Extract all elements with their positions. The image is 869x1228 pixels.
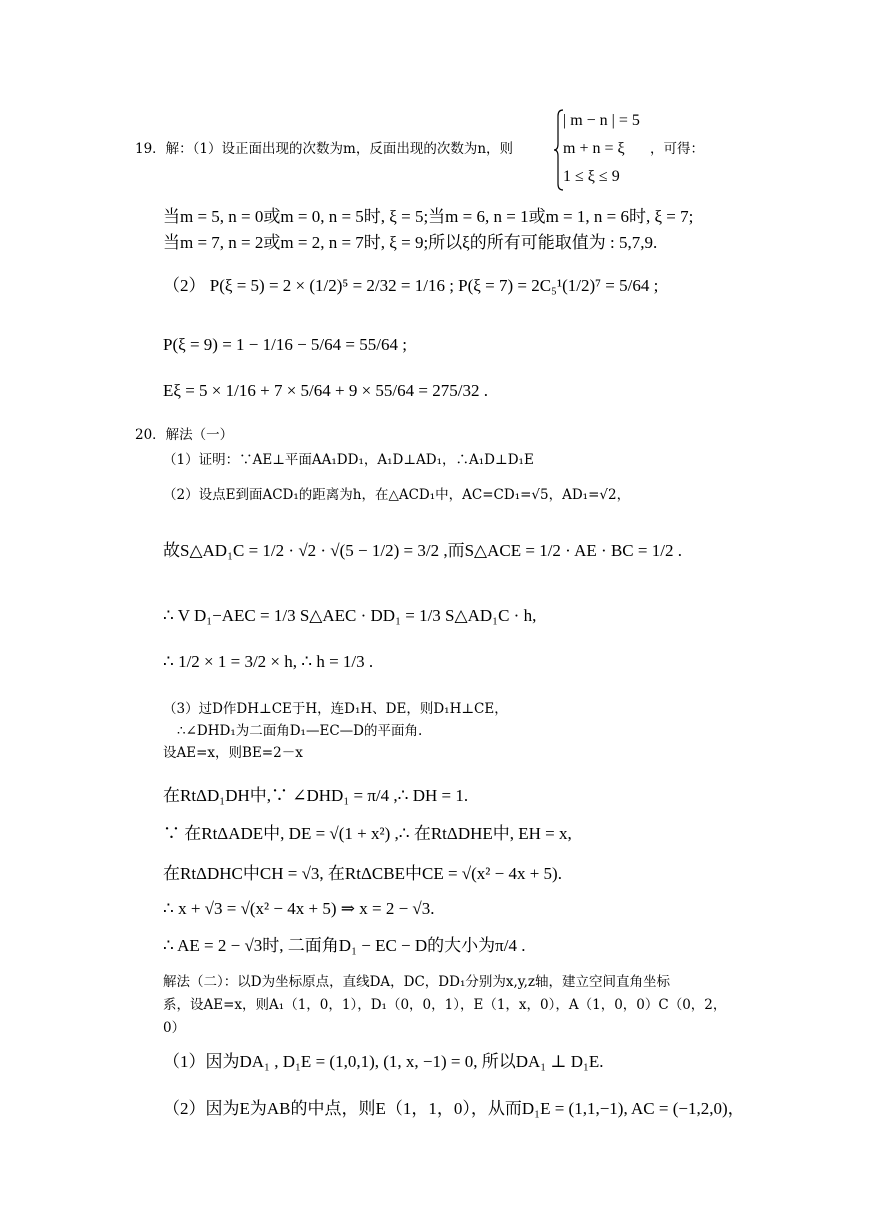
p20-de: ∵ 在RtΔADE中, DE = √(1 + x²) ,∴ 在RtΔDHE中, EH = x, — [163, 824, 572, 843]
p20-method2-b: 系，设AE=x，则A₁（1，0，1），D₁（0，0，1），E（1，x，0），A（1，0，0）C（0，2， — [163, 997, 727, 1013]
p19-p9: P(ξ = 9) = 1 − 1/16 − 5/64 = 55/64 ; — [163, 335, 407, 354]
p19-case2: 当m = 7, n = 2或m = 2, n = 7时, ξ = 9;所以ξ的所有可能取值为 : 5,7,9. — [163, 233, 658, 252]
p20-h: ∴ 1/2 × 1 = 3/2 × h, ∴ h = 1/3 . — [163, 652, 374, 671]
p20-part2: （2）设点E到面ACD₁的距离为h，在△ACD₁中，AC=CD₁=√5，AD₁=√2， — [163, 487, 631, 503]
p19-case1: 当m = 5, n = 0或m = 0, n = 5时, ξ = 5;当m = 6, n = 1或m = 1, n = 6时, ξ = 7; — [163, 207, 694, 226]
system-eq-3: 1 ≤ ξ ≤ 9 — [563, 168, 620, 185]
p20-dh: 在RtΔD₁DH中,∵ ∠DHD₁ = π/4 ,∴ DH = 1. — [163, 786, 469, 805]
p20-part3a: （3）过D作DH⊥CE于H，连D₁H、DE，则D₁H⊥CE， — [163, 701, 508, 717]
p20-part3c: 设AE=x，则BE=2－x — [163, 745, 303, 761]
p20-q2: （2）因为E为AB的中点，则E（1，1，0），从而D₁E = (1,1,−1), AC = (−1,2,0)， — [163, 1099, 745, 1118]
p20-area: 故S△AD₁C = 1/2 · √2 · √(5 − 1/2) = 3/2 ,而S△ACE = 1/2 · AE · BC = 1/2 . — [163, 541, 682, 560]
p19-after-system: ，可得： — [650, 141, 704, 157]
p20-q1: （1）因为DA₁ , D₁E = (1,0,1), (1, x, −1) = 0, 所以DA₁ ⊥ D₁E. — [163, 1052, 604, 1071]
system-eq-1: | m − n | = 5 — [563, 112, 640, 129]
p19-part2: （2） P(ξ = 5) = 2 × (1/2)⁵ = 2/32 = 1/16 ; P(ξ = 7) = 2C₅¹(1/2)⁷ = 5/64 ; — [163, 276, 659, 295]
p20-part1: （1）证明：∵AE⊥平面AA₁DD₁，A₁D⊥AD₁，∴A₁D⊥D₁E — [163, 452, 534, 468]
p20-method2-a: 解法（二）：以D为坐标原点，直线DA，DC，DD₁分别为x,y,z轴，建立空间直角坐标 — [163, 974, 671, 990]
p20-solve: ∴ x + √3 = √(x² − 4x + 5) ⇒ x = 2 − √3. — [163, 899, 435, 918]
p20-method2-c: 0） — [163, 1020, 186, 1036]
p19-expectation: Eξ = 5 × 1/16 + 7 × 5/64 + 9 × 55/64 = 275/32 . — [163, 381, 488, 400]
p20-part3b: ∴∠DHD₁为二面角D₁—EC—D的平面角. — [177, 723, 423, 739]
p20-conclusion: ∴ AE = 2 − √3时, 二面角D₁ − EC − D的大小为π/4 . — [163, 936, 526, 955]
system-eq-2: m + n = ξ — [563, 140, 625, 157]
p19-intro: 19．解：（1）设正面出现的次数为m，反面出现的次数为n，则 — [135, 141, 514, 157]
p20-title: 20．解法（一） — [135, 427, 234, 443]
p20-ce: 在RtΔDHC中CH = √3, 在RtΔCBE中CE = √(x² − 4x + 5). — [163, 864, 562, 883]
p20-volume: ∴ V D₁−AEC = 1/3 S△AEC · DD₁ = 1/3 S△AD₁C · h, — [163, 606, 537, 625]
